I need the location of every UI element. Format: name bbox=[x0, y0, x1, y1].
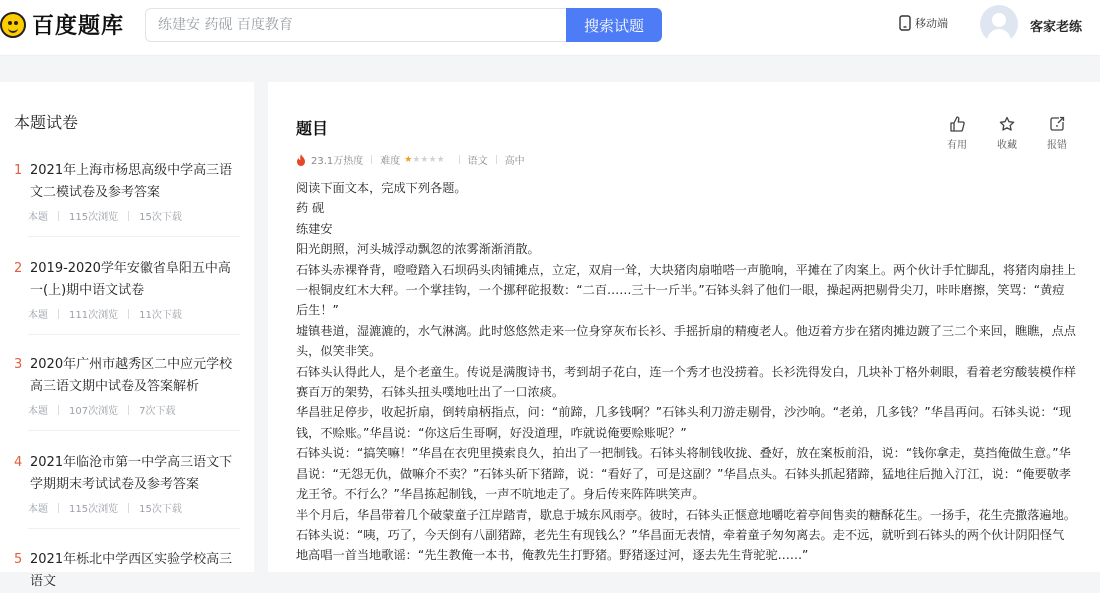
star-icon bbox=[999, 116, 1015, 132]
difficulty-label: 难度 bbox=[380, 156, 401, 167]
question-paragraph: 药 砚 bbox=[296, 201, 325, 216]
difficulty-star-icon: ★ bbox=[412, 154, 421, 165]
paper-tag: 本题 bbox=[28, 504, 48, 515]
subject: 语文 bbox=[467, 156, 488, 167]
paper-views: 115次浏览 bbox=[69, 212, 119, 223]
paper-title[interactable]: 2020年广州市越秀区二中应元学校高三语文期中试卷及答案解析 bbox=[30, 357, 233, 394]
hotness: 23.1万热度 bbox=[311, 156, 364, 167]
divider bbox=[28, 430, 240, 431]
report-button[interactable] bbox=[1032, 116, 1082, 151]
top-header bbox=[0, 0, 1100, 56]
paper-number: 5 bbox=[14, 552, 23, 567]
difficulty-star-icon: ★ bbox=[404, 154, 413, 165]
question-paragraph: 石钵头赤裸脊背，噔噔踏入石坝码头肉铺摊点，立定，双肩一耸，大块猪肉扇啪嗒一声脆响，平摊在了肉案上。两个伙计手忙脚乱，将猪肉扇挂上一根铜皮红木大秤。一个掌挂钩，一个挪秤砣报数：“二百……三十一斤半。”石钵头斜了他们一眼，操起两把剔骨尖刀，咔咔磨擦，笑骂：“黄痘后生！” bbox=[296, 262, 1076, 318]
paper-meta bbox=[28, 306, 240, 321]
paper-number: 2 bbox=[14, 261, 23, 276]
paper-views: 107次浏览 bbox=[69, 406, 119, 417]
favorite-button[interactable] bbox=[982, 116, 1032, 151]
paper-title[interactable]: 2021年上海市杨思高级中学高三语文二模试卷及参考答案 bbox=[30, 163, 233, 200]
question-title: 题目 bbox=[296, 119, 329, 138]
paper-tag: 本题 bbox=[28, 310, 48, 321]
mobile-phone-icon bbox=[899, 15, 911, 31]
paper-sidebar bbox=[0, 82, 254, 589]
question-paragraph: 阳光朗照，河头城浮动飘忽的浓雾渐渐消散。 bbox=[296, 242, 540, 257]
question-paragraph: 石钵头说：“搞笑嘛！”华昌在衣兜里摸索良久，拍出了一把制钱。石钵头将制钱收拢、叠好，放在案板前沿，说：“钱你拿走，莫挡俺做生意。”华昌说：“无怨无仇，做嘛介不卖？”石钵头斫下猪蹄，说：“看好了，可是这副？”华昌点头。石钵头抓起猪蹄，猛地往后抛入汀江，说：“俺要敬孝龙王爷。不行么？”华昌拣起制钱，一声不吭地走了。身后传来阵阵哄笑声。 bbox=[296, 446, 1072, 502]
difficulty-stars bbox=[404, 155, 444, 165]
search-button[interactable]: 搜索试题 bbox=[566, 8, 662, 42]
favorite-label: 收藏 bbox=[997, 140, 1017, 151]
paper-downloads: 11次下载 bbox=[139, 310, 182, 321]
useful-button[interactable] bbox=[932, 116, 982, 151]
thumbs-up-icon bbox=[949, 116, 965, 132]
divider bbox=[28, 334, 240, 335]
paper-tag: 本题 bbox=[28, 406, 48, 417]
difficulty-star-icon: ★ bbox=[436, 154, 445, 165]
paper-number: 4 bbox=[14, 455, 23, 470]
question-meta bbox=[296, 152, 525, 167]
fire-icon bbox=[296, 154, 306, 166]
difficulty-star-icon: ★ bbox=[428, 154, 437, 165]
paper-title[interactable]: 2021年栎北中学西区实验学校高三语文 bbox=[30, 552, 233, 589]
paper-downloads: 7次下载 bbox=[139, 406, 176, 417]
paper-meta bbox=[28, 208, 240, 223]
paper-title[interactable]: 2021年临沧市第一中学高三语文下学期期末考试试卷及参考答案 bbox=[30, 455, 233, 492]
logo-icon bbox=[0, 12, 26, 38]
sidebar-title: 本题试卷 bbox=[14, 113, 79, 132]
question-actions bbox=[932, 116, 1082, 151]
paper-views: 111次浏览 bbox=[69, 310, 119, 321]
baidu-tiku-logo[interactable] bbox=[0, 9, 124, 40]
divider bbox=[28, 528, 240, 529]
paper-meta bbox=[28, 500, 240, 515]
paper-item[interactable] bbox=[14, 354, 240, 431]
mobile-label: 移动端 bbox=[915, 17, 948, 30]
useful-label: 有用 bbox=[947, 140, 967, 151]
question-panel bbox=[268, 82, 1100, 572]
search-input[interactable] bbox=[158, 17, 566, 33]
search-box[interactable] bbox=[145, 8, 566, 42]
paper-item[interactable] bbox=[14, 258, 240, 335]
question-paragraph: 华昌驻足停步，收起折扇，倒转扇柄指点，问：“前蹄，几多钱啊？”石钵头利刀游走剔骨，沙沙响。“老弟，几多钱？”华昌再问。石钵头说：“现钱，不赊账。”华昌说：“你这后生哥啊，好没道理，咋就说俺要赊账呢？” bbox=[296, 405, 1072, 440]
username[interactable]: 客家老练 bbox=[1030, 20, 1083, 35]
paper-number: 1 bbox=[14, 163, 23, 178]
report-label: 报错 bbox=[1047, 140, 1067, 151]
paper-views: 115次浏览 bbox=[69, 504, 119, 515]
question-content bbox=[296, 178, 1076, 566]
paper-downloads: 15次下载 bbox=[139, 212, 182, 223]
report-icon bbox=[1049, 116, 1065, 132]
mobile-link[interactable] bbox=[899, 15, 948, 31]
paper-item[interactable] bbox=[14, 160, 240, 237]
paper-item[interactable] bbox=[14, 549, 240, 593]
paper-meta bbox=[28, 402, 240, 417]
divider bbox=[28, 236, 240, 237]
level: 高中 bbox=[504, 156, 525, 167]
logo-text: 百度题库 bbox=[32, 14, 125, 39]
paper-tag: 本题 bbox=[28, 212, 48, 223]
difficulty-star-icon: ★ bbox=[420, 154, 429, 165]
paper-title[interactable]: 2019-2020学年安徽省阜阳五中高一(上)期中语文试卷 bbox=[30, 261, 231, 298]
paper-number: 3 bbox=[14, 357, 23, 372]
paper-downloads: 15次下载 bbox=[139, 504, 182, 515]
question-paragraph: 石钵头认得此人，是个老童生。传说是满腹诗书，考到胡子花白，连一个秀才也没捞着。长衫洗得发白，几块补丁格外刺眼，看着老穷酸装模作样赛百万的架势，石钵头扭头噗地吐出了一口浓痰。 bbox=[296, 364, 1076, 400]
question-paragraph: 半个月后，华昌带着几个破蒙童子江岸踏青，歇息于城东风雨亭。彼时，石钵头正惬意地嚼吃着亭间售卖的糖酥花生。一扬手，花生壳撒落遍地。石钵头说：“咦，巧了，今天倒有八副猪蹄，老先生有现钱么？”华昌面无表情，牵着童子匆匆离去。走不远，就听到石钵头的两个伙计阴阳怪气地高唱一首当地歌谣：“先生教俺一本书，俺教先生打野猪。野猪逐过河，逐去先生背驼驼……” bbox=[296, 507, 1076, 563]
user-avatar[interactable] bbox=[980, 5, 1018, 43]
paper-item[interactable] bbox=[14, 452, 240, 529]
question-paragraph: 练建安 bbox=[296, 221, 333, 236]
question-paragraph: 阅读下面文本，完成下列各题。 bbox=[296, 181, 467, 195]
question-paragraph: 墟镇巷道，湿漉漉的，水气淋漓。此时悠悠然走来一位身穿灰布长衫、手摇折扇的精瘦老人。他迈着方步在猪肉摊边踱了三二个来回，瞧瞧，点点头，似笑非笑。 bbox=[296, 323, 1076, 359]
